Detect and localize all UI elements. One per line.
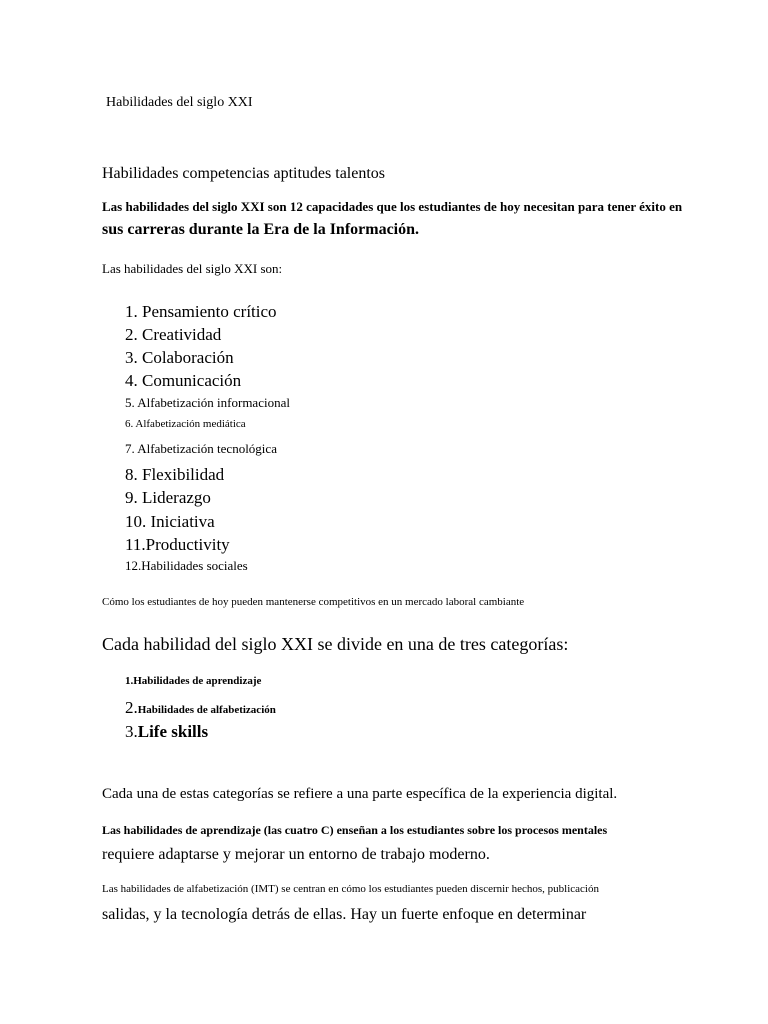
intro-line-1: Las habilidades del siglo XXI son 12 capacidades que los estudiantes de hoy necesitan para tener éxito en xyxy=(102,199,683,214)
list-item: 5. Alfabetización informacional xyxy=(125,395,290,410)
categories-heading: Cada habilidad del siglo XXI se divide en una de tres categorías: xyxy=(102,634,569,654)
list-item: 9. Liderazgo xyxy=(125,488,211,507)
list-item: 4. Comunicación xyxy=(125,371,242,390)
intro-line-2: sus carreras durante la Era de la Información. xyxy=(102,221,420,238)
learning-line-1: Las habilidades de aprendizaje (las cuatro C) enseñan a los estudiantes sobre los procesos mentales xyxy=(102,823,608,837)
category-number: 1. xyxy=(125,675,134,687)
list-item: 10. Iniciativa xyxy=(125,512,215,531)
categories-note: Cada una de estas categorías se refiere a una parte específica de la experiencia digital. xyxy=(102,786,618,802)
list-item xyxy=(125,723,208,740)
list-item xyxy=(125,699,276,716)
list-intro: Las habilidades del siglo XXI son: xyxy=(102,261,283,276)
list-item xyxy=(125,676,261,687)
list-item: 1. Pensamiento crítico xyxy=(125,302,277,321)
category-number: 2. xyxy=(125,698,138,717)
category-label: Habilidades de aprendizaje xyxy=(133,675,262,687)
list-item: 8. Flexibilidad xyxy=(125,465,225,484)
competitive-note: Cómo los estudiantes de hoy pueden mantenerse competitivos en un mercado laboral cambiante xyxy=(102,596,525,608)
category-label: Habilidades de alfabetización xyxy=(137,704,276,716)
list-item: 11.Productivity xyxy=(125,535,230,554)
literacy-line-2: salidas, y la tecnología detrás de ellas. Hay un fuerte enfoque en determinar xyxy=(102,906,587,923)
category-label: Life skills xyxy=(137,722,209,741)
category-number: 3. xyxy=(125,722,138,741)
list-item: 3. Colaboración xyxy=(125,348,234,367)
learning-line-2: requiere adaptarse y mejorar un entorno de trabajo moderno. xyxy=(102,846,490,863)
list-item: 7. Alfabetización tecnológica xyxy=(125,441,277,456)
document-subtitle: Habilidades competencias aptitudes talentos xyxy=(102,165,386,182)
literacy-line-1: Las habilidades de alfabetización (IMT) se centran en cómo los estudiantes pueden discernir hechos, publicación xyxy=(102,883,599,895)
list-item: 6. Alfabetización mediática xyxy=(125,418,246,430)
list-item: 2. Creatividad xyxy=(125,325,222,344)
list-item: 12.Habilidades sociales xyxy=(125,558,248,573)
document-header: Habilidades del siglo XXI xyxy=(106,95,253,110)
